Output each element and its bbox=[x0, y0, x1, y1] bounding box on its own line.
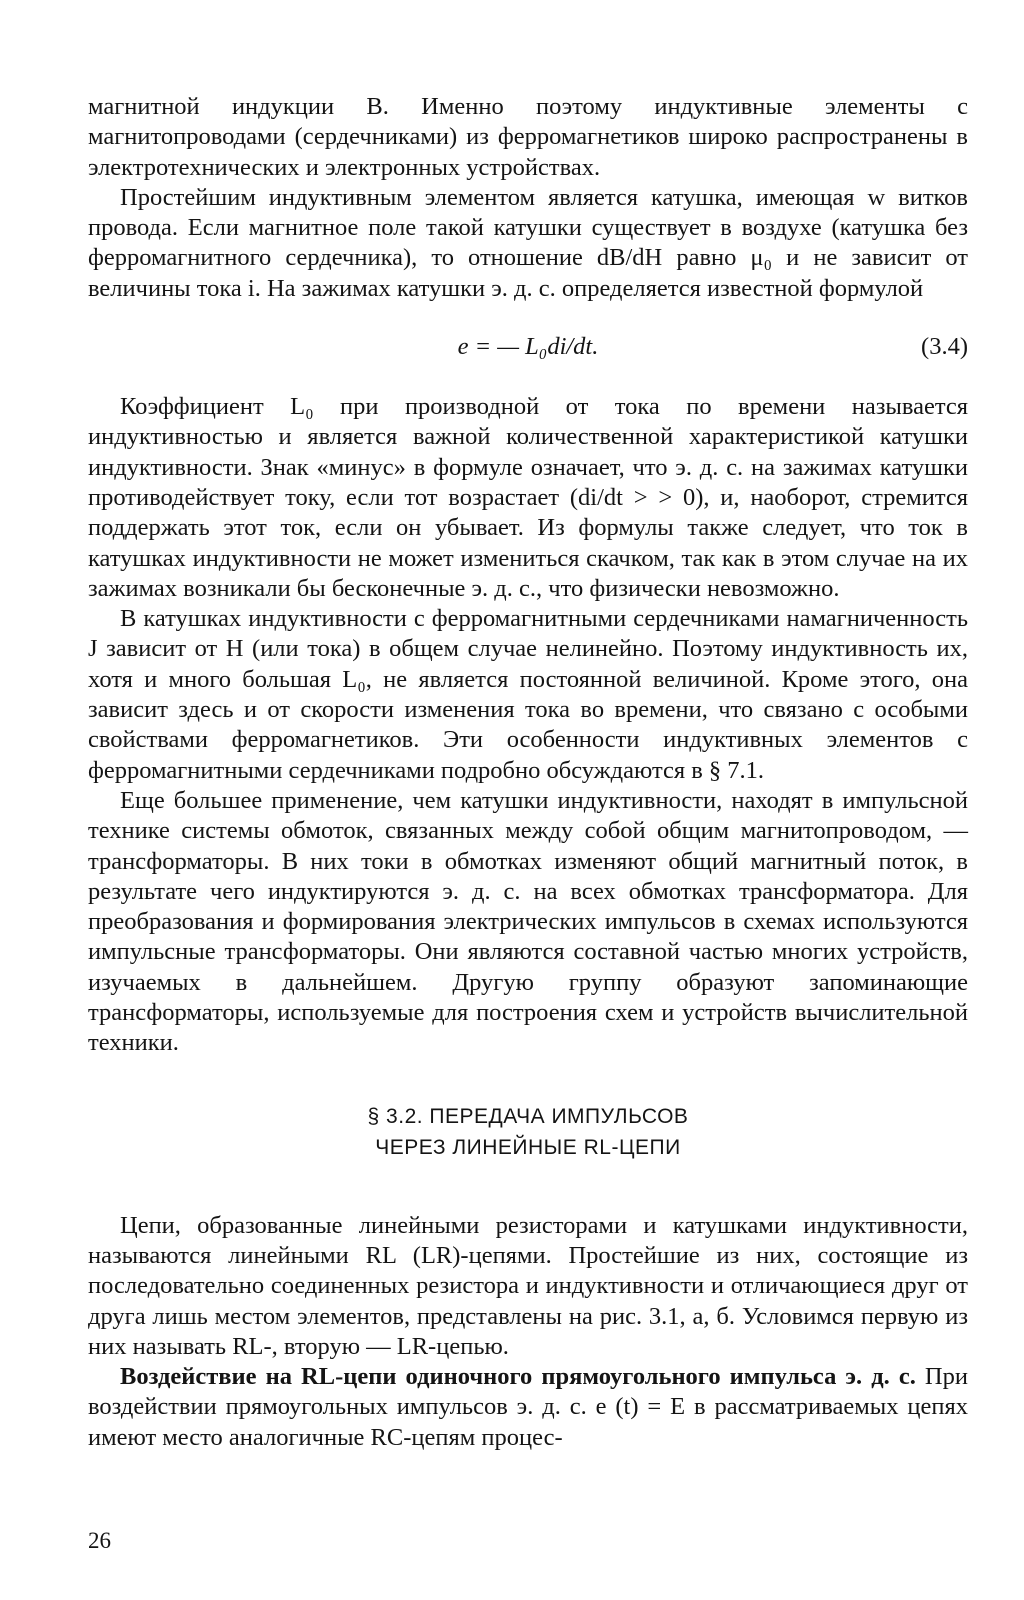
formula-row bbox=[88, 332, 968, 362]
paragraph-transformers: Еще большее применение, чем катушки индуктивности, находят в импульсной технике системы обмоток, связанных между собой общим магнитопроводом, — трансформаторы. В них токи в обмотках изменяют общий магнитный поток, в результате чего индуктируются э. д. с. на всех обмотках трансформатора. Для преобразования и формирования электрических импульсов в схемах используются импульсные трансформаторы. Они являются составной частью многих устройств, изучаемых в дальнейшем. Другую группу образуют запоминающие трансформаторы, используемые для построения схем и устройств вычислительной техники. bbox=[88, 786, 968, 1057]
page-number: 26 bbox=[88, 1528, 111, 1553]
paragraph-rectangular-pulse-text: При воздействии прямоугольных импульсов э. д. с. e (t) = E в рассматриваемых цепях имеют место аналогичные RC-цепям процес- bbox=[88, 1363, 968, 1451]
paragraph-continuation: магнитной индукции B. Именно поэтому индуктивные элементы с магнитопроводами (сердечниками) из ферромагнетиков широко распространены в электротехнических и электронных устройствах. bbox=[88, 93, 968, 181]
section-heading bbox=[88, 1101, 968, 1163]
paragraph-simplest-inductive-element: Простейшим индуктивным элементом является катушка, имеющая w витков провода. Если магнитное поле такой катушки существует в воздухе (катушка без ферромагнитного сердечника), то отношение dB/dH равно μ₀ и не зависит от величины тока i. На зажимах катушки э. д. с. определяется известной формулой bbox=[88, 183, 968, 302]
paragraph-ferromagnetic-cores: В катушках индуктивности с ферромагнитными сердечниками намагниченность J зависит от H (или тока) в общем случае нелинейно. Поэтому индуктивность их, хотя и много большая L₀, не является постоянной величиной. Кроме этого, она зависит здесь и от скорости изменения тока во времени, что связано с особыми свойствами ферромагнетиков. Эти особенности индуктивных элементов с ферромагнитными сердечниками подробно обсуждаются в § 7.1. bbox=[88, 605, 968, 784]
paragraph-rectangular-pulse bbox=[88, 1362, 968, 1453]
paragraph-inductance-coefficient: Коэффициент L₀ при производной от тока по времени называется индуктивностью и является важной количественной характеристикой катушки индуктивности. Знак «минус» в формуле означает, что э. д. с. на зажимах катушки противодействует току, если тот возрастает (di/dt > > 0), и, наоборот, стремится поддержать этот ток, если он убывает. Из формулы также следует, что ток в катушках индуктивности не может измениться скачком, так как в этом случае на их зажимах возникали бы бесконечные э. д. с., что физически невозможно. bbox=[88, 393, 968, 602]
page-body bbox=[88, 92, 968, 1453]
paragraph-rl-circuits: Цепи, образованные линейными резисторами и катушками индуктивности, называются линейными RL (LR)-цепями. Простейшие из них, состоящие из последовательно соединенных резистора и индуктивности и отличающиеся друг от друга лишь местом элементов, представлены на рис. 3.1, а, б. Условимся первую из них называть RL-, вторую — LR-цепью. bbox=[88, 1211, 968, 1360]
formula-3-4: e = — L₀di/dt. bbox=[457, 333, 599, 361]
section-heading-line-2: ЧЕРЕЗ ЛИНЕЙНЫЕ RL-ЦЕПИ bbox=[375, 1135, 681, 1159]
formula-number: (3.4) bbox=[921, 333, 968, 361]
section-heading-line-1: § 3.2. ПЕРЕДАЧА ИМПУЛЬСОВ bbox=[367, 1104, 689, 1128]
paragraph-run-in-heading: Воздействие на RL-цепи одиночного прямоугольного импульса э. д. с. bbox=[120, 1363, 916, 1391]
